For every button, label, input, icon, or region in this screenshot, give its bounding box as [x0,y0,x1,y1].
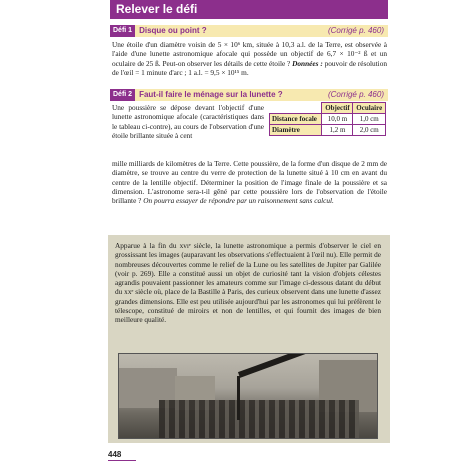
table-header-cell: Oculaire [353,103,386,114]
defi-1-tag: Défi 1 [110,25,135,37]
defi-2-hint: On pourra essayer de répondre par un raisonnement sans calcul. [143,196,334,206]
table-cell: 10,0 m [322,114,353,125]
defi-1-text: Une étoile d'un diamètre voisin de 5 × 10⁶ km, située à 10,3 a.l. de la Terre, est observée à l'aide d'une lunette astronomique afocale qui possède un objectif de 6,7 × 10⁻² ß et un oculaire de 25 ß. Peut-on observer les détails de cette étoile ? [112,40,387,68]
lens-characteristics-table [269,102,386,136]
table-row-label: Diamètre [270,125,322,136]
table-row [270,125,386,136]
table-cell: 2,0 cm [353,125,386,136]
historical-telescope-photo [118,353,378,439]
defi-1-corrige-link[interactable]: (Corrigé p. 460) [327,26,384,35]
photo-telescope-stand [237,376,240,420]
table-header-cell: Objectif [322,103,353,114]
defi-2-corrige-link[interactable]: (Corrigé p. 460) [327,90,384,99]
table-header-row [270,103,386,114]
table-cell: 1,0 cm [353,114,386,125]
defi-1-header [110,25,388,37]
defi-2-header [110,89,388,101]
defi-2-text-part-a: Une poussière se dépose devant l'objectif d'une lunette astronomique afocale (caractéristiques dans le tableau ci-contre), au cours de l'observation d'une étoile brillante située à cent [112,103,264,140]
defi-2-text-part-b [112,159,387,205]
defi-1-title: Disque ou point ? [139,26,207,35]
defi-1-data-text: pouvoir de résolution de l'œil = 1 minute d'arc ; 1 a.l. = 9,5 × 10¹⁵ m. [112,58,387,77]
section-title: Relever le défi [110,0,388,19]
defi-2-title: Faut-il faire le ménage sur la lunette ? [139,90,283,99]
defi-1-data-label: Données : [292,58,323,68]
table-cell: 1,2 m [322,125,353,136]
defi-1-body [112,40,387,77]
document-text: Apparue à la fin du xvɪᵉ siècle, la lunette astronomique a permis d'observer le ciel en grossissant les images (auparavant les observations s'effectuaient à l'œil nu). Elle permit de nombreuses découvertes comme le relief de la Lune ou les satellites de Jupiter par Galilée (voir p. 269). Elle a constitué aussi un objet de curiosité tant la vision d'objets célestes agrandis pouvaient passionner les amateurs comme sur l'image ci-dessous datant du début du xxᵉ siècle où, place de la Bastille à Paris, des curieux observent dans une lunette d'assez grandes dimensions. Elle est peu utilisée aujourd'hui par les astronomes qui lui préfèrent le télescope, constitué de miroirs et non de lentilles, et qui fournit des images de bien meilleure qualité. [115,241,381,325]
table-row [270,114,386,125]
page-number: 448 [108,450,122,459]
table-corner-cell [270,103,322,114]
page-number-rule [108,460,136,461]
table-row-label: Distance focale [270,114,322,125]
photo-crowd [159,400,359,439]
defi-2-tag: Défi 2 [110,89,135,101]
defi-2-text-b: mille milliards de kilomètres de la Terre. Cette poussière, de la forme d'un disque de 2 mm de diamètre, se trouve au centre du verre de protection de la lunette situé à 10 cm en avant du centre de la lentille objectif. Déterminer la position de l'image finale de la poussière et sa dimension. L'astronome sera-t-il gêné par cette poussière lors de l'observation de l'étoile brillante ? [112,159,387,206]
